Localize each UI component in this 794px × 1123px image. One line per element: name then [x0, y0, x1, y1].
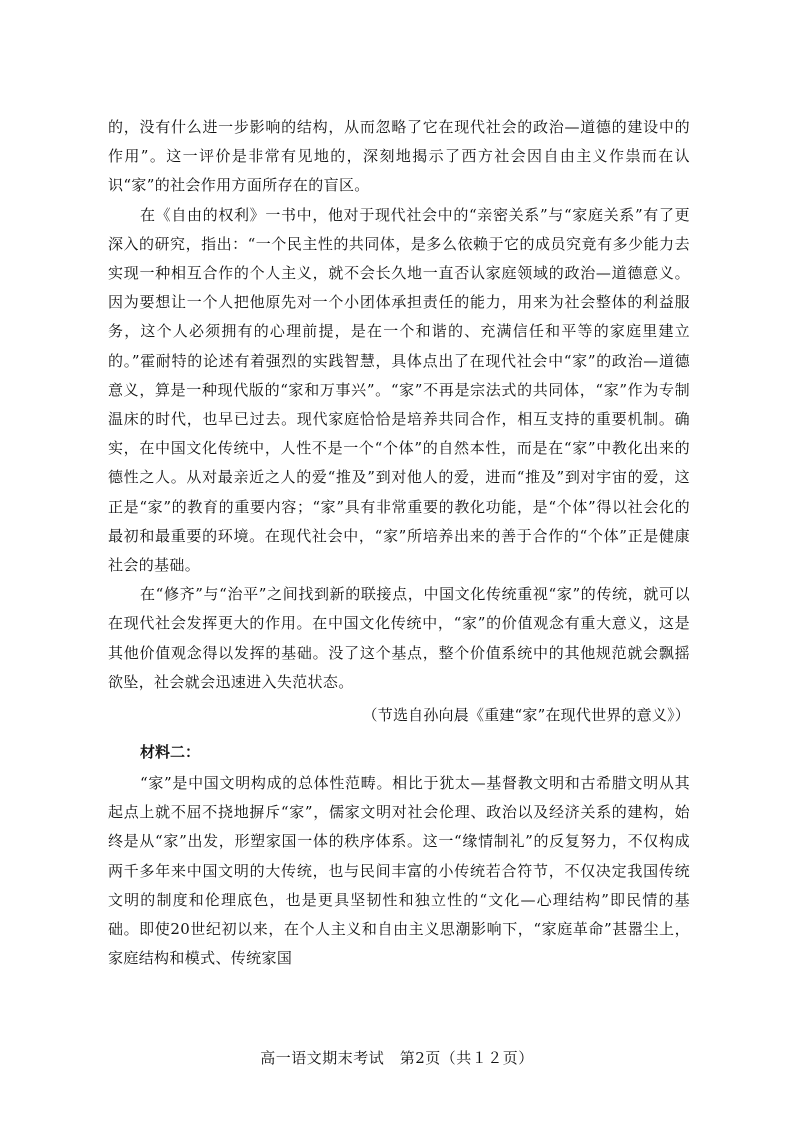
section-title-material-two: 材料二： — [140, 743, 201, 762]
paragraph-continued: 的，没有什么进一步影响的结构，从而忽略了它在现代社会的政治—道德的建设中的作用”。这一评价是非常有见地的，深刻地揭示了西方社会因自由主义作祟而在认识“家”的社会作用方面所存在的盲区。 — [108, 118, 690, 195]
page-footer: 高一语文期末考试 第2页（共１２页） — [260, 1049, 534, 1067]
paragraph-material-two: “家”是中国文明构成的总体性范畴。相比于犹太—基督教文明和古希腊文明从其起点上就不屈不挠地摒斥“家”，儒家文明对社会伦理、政治以及经济关系的建构，始终是从“家”出发，形塑家国一体的秩序体系。这一“缘情制礼”的反复努力，不仅构成两千多年来中国文明的大传统，也与民间丰富的小传统若合符节，不仅决定我国传统文明的制度和伦理底色，也是更具坚韧性和独立性的“文化—心理结构”即民情的基础。即使20世纪初以来，在个人主义和自由主义思潮影响下，“家庭革命”甚嚣尘上，家庭结构和模式、传统家国 — [108, 774, 690, 968]
paragraph-xiuqi-zhiping: 在“修齐”与“治平”之间找到新的联接点，中国文化传统重视“家”的传统，就可以在现代社会发挥更大的作用。在中国文化传统中，“家”的价值观念有重大意义，这是其他价值观念得以发挥的基础。没了这个基点，整个价值系统中的其他规范就会飘摇欲坠，社会就会迅速进入失范状态。 — [108, 585, 690, 691]
document-body — [108, 113, 690, 973]
paragraph-freedom-rights: 在《自由的权利》一书中，他对于现代社会中的“亲密关系”与“家庭关系”有了更深入的研究，指出：“一个民主性的共同体，是多么依赖于它的成员究竟有多少能力去实现一种相互合作的个人主义，就不会长久地一直否认家庭领域的政治—道德意义。因为要想让一个人把他原先对一个小团体承担责任的能力，用来为社会整体的利益服务，这个人必须拥有的心理前提，是在一个和谐的、充满信任和平等的家庭里建立的。”霍耐特的论述有着强烈的实践智慧，具体点出了在现代社会中“家”的政治—道德意义，算是一种现代版的“家和万事兴”。“家”不再是宗法式的共同体，“家”作为专制温床的时代，也早已过去。现代家庭恰恰是培养共同合作，相互支持的重要机制。确实，在中国文化传统中，人性不是一个“个体”的自然本性，而是在“家”中教化出来的德性之人。从对最亲近之人的爱“推及”到对他人的爱，进而“推及”到对宇宙的爱，这正是“家”的教育的重要内容；“家”具有非常重要的教化功能，是“个体”得以社会化的最初和最重要的环境。在现代社会中，“家”所培养出来的善于合作的“个体”正是健康社会的基础。 — [108, 205, 690, 575]
source-citation: （节选自孙向晨《重建“家”在现代世界的意义》） — [362, 706, 690, 725]
